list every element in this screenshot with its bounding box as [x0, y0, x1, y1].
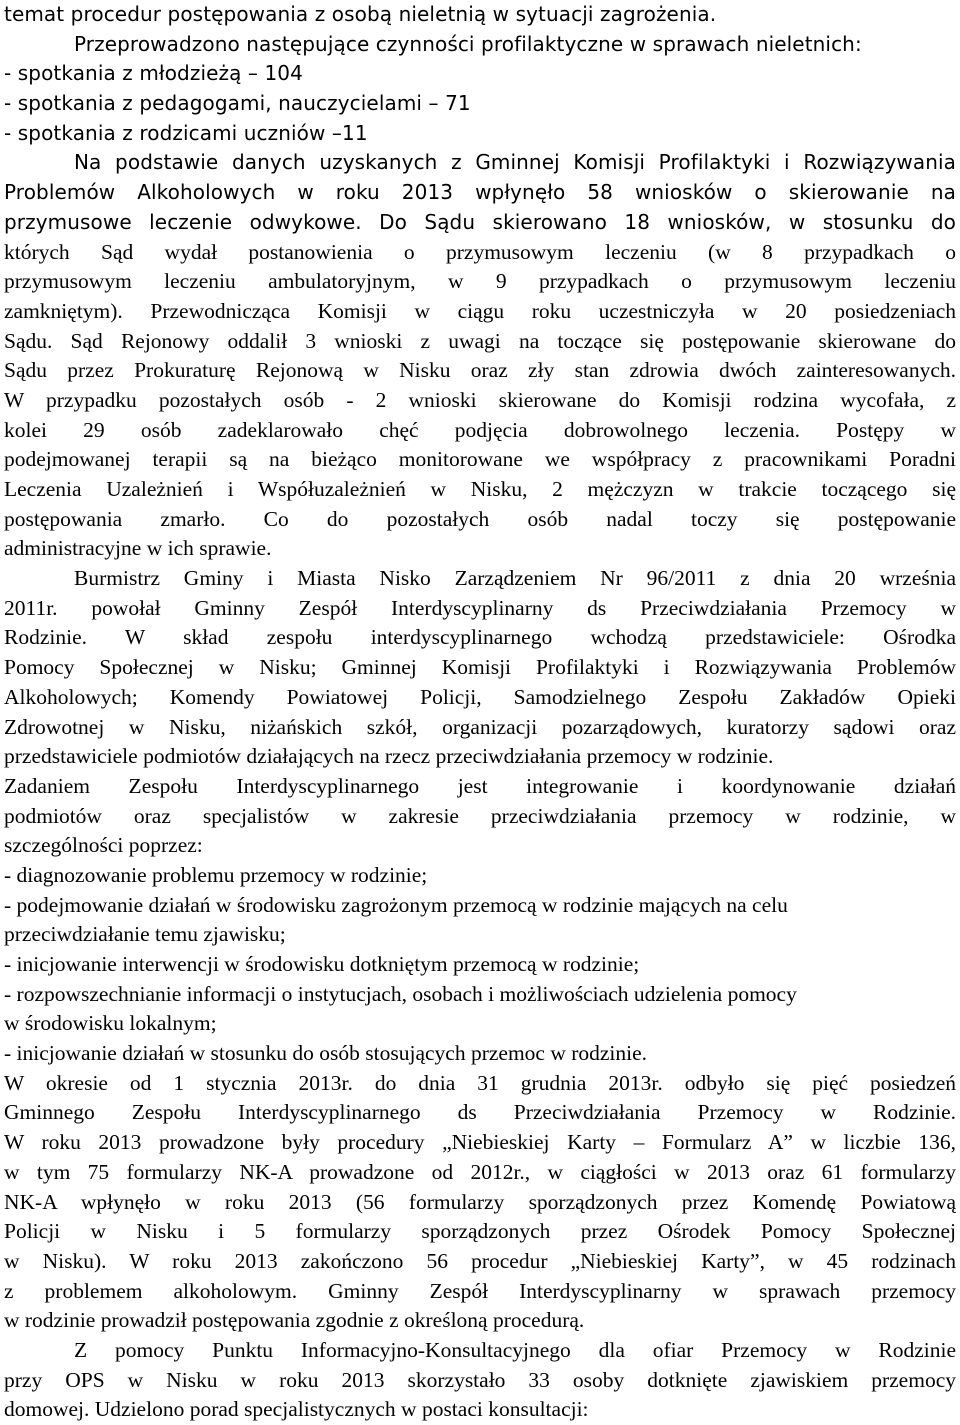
text-line: Zdrowotnej w Nisku, niżańskich szkół, organizacji pozarządowych, kuratorzy sądowi oraz: [4, 714, 956, 739]
list-item: - inicjowanie interwencji w środowisku dotkniętym przemocą w rodzinie;: [4, 952, 640, 976]
text-line: postępowania zmarło. Co do pozostałych osób nadal toczy się postępowanie: [4, 506, 956, 531]
text-line: przymusowym leczeniu ambulatoryjnym, w 9 przypadkach o przymusowym leczeniu: [4, 269, 956, 294]
text-line: Na podstawie danych uzyskanych z Gminnej Komisji Profilaktyki i Rozwiązywania: [74, 150, 956, 175]
list-item: - podejmowanie działań w środowisku zagrożonym przemocą w rodzinie mających na celu: [4, 892, 788, 917]
text-line: Burmistrz Gminy i Miasta Nisko Zarządzeniem Nr 96/2011 z dnia 20 września: [74, 566, 956, 591]
text-line: podmiotów oraz specjalistów w zakresie przeciwdziałania przemocy w rodzinie, w: [4, 803, 956, 828]
text-line: przeciwdziałanie temu zjawisku;: [4, 922, 286, 947]
text-line: temat procedur postępowania z osobą nieletnią w sytuacji zagrożenia.: [4, 2, 717, 26]
text-line: 2011r. powołał Gminny Zespół Interdyscyplinarny ds Przeciwdziałania Przemocy w: [4, 595, 956, 620]
text-line: przedstawiciele podmiotów działających na rzecz przeciwdziałania przemocy w rodzinie.: [4, 744, 774, 769]
text-line: domowej. Udzielono porad specjalistycznych w postaci konsultacji:: [4, 1397, 589, 1422]
text-line: zamkniętym). Przewodnicząca Komisji w ciągu roku uczestniczyła w 20 posiedzeniach: [4, 298, 956, 323]
text-line: podejmowanej terapii są na bieżąco monitorowane we współpracy z pracownikami Poradni: [4, 447, 956, 472]
text-line: W roku 2013 prowadzone były procedury „Niebieskiej Karty – Formularz A” w liczbie 136,: [4, 1130, 956, 1155]
list-item: - spotkania z pedagogami, nauczycielami – 71: [4, 91, 471, 116]
list-item: - rozpowszechnianie informacji o instytucjach, osobach i możliwościach udzielenia pomocy: [4, 981, 797, 1006]
text-line: Policji w Nisku i 5 formularzy sporządzonych przez Ośrodek Pomocy Społecznej: [4, 1219, 956, 1244]
text-line: z problemem alkoholowym. Gminny Zespół Interdyscyplinarny w sprawach przemocy: [4, 1278, 956, 1303]
text-line: Sądu. Sąd Rejonowy oddalił 3 wnioski z uwagi na toczące się postępowanie skierowane do: [4, 328, 956, 353]
text-line: Problemów Alkoholowych w roku 2013 wpłynęło 58 wniosków o skierowanie na: [4, 180, 956, 205]
text-line: Zadaniem Zespołu Interdyscyplinarnego jest integrowanie i koordynowanie działań: [4, 773, 956, 798]
text-line: W okresie od 1 stycznia 2013r. do dnia 31 grudnia 2013r. odbyło się pięć posiedzeń: [4, 1070, 956, 1095]
text-line: Pomocy Społecznej w Nisku; Gminnej Komisji Profilaktyki i Rozwiązywania Problemów: [4, 655, 956, 680]
text-line: w Nisku). W roku 2013 zakończono 56 procedur „Niebieskiej Karty”, w 45 rodzinach: [4, 1248, 956, 1273]
text-line: w środowisku lokalnym;: [4, 1011, 217, 1036]
text-line: Rodzinie. W skład zespołu interdyscyplinarnego wchodzą przedstawiciele: Ośrodka: [4, 625, 956, 650]
text-line: Leczenia Uzależnień i Współuzależnień w Nisku, 2 mężczyzn w trakcie toczącego się: [4, 477, 956, 501]
text-line: administracyjne w ich sprawie.: [4, 536, 272, 561]
list-item: - spotkania z rodzicami uczniów –11: [4, 120, 368, 145]
text-line: których Sąd wydał postanowienia o przymusowym leczeniu (w 8 przypadkach o: [4, 239, 956, 264]
list-item: - inicjowanie działań w stosunku do osób stosujących przemoc w rodzinie.: [4, 1041, 648, 1066]
text-line: szczególności poprzez:: [4, 833, 203, 858]
text-line: Gminnego Zespołu Interdyscyplinarnego ds Przeciwdziałania Przemocy w Rodzinie.: [4, 1100, 956, 1125]
text-line: NK-A wpłynęło w roku 2013 (56 formularzy sporządzonych przez Komendę Powiatową: [4, 1189, 956, 1214]
list-item: - spotkania z młodzieżą – 104: [4, 61, 303, 86]
text-line: w tym 75 formularzy NK-A prowadzone od 2012r., w ciągłości w 2013 oraz 61 formularzy: [4, 1159, 956, 1184]
text-line: przy OPS w Nisku w roku 2013 skorzystało 33 osoby dotknięte zjawiskiem przemocy: [4, 1367, 956, 1392]
text-line: Z pomocy Punktu Informacyjno-Konsultacyjnego dla ofiar Przemocy w Rodzinie: [74, 1337, 956, 1362]
text-line: W przypadku pozostałych osób - 2 wnioski skierowane do Komisji rodzina wycofała, z: [4, 387, 956, 412]
text-line: przymusowe leczenie odwykowe. Do Sądu skierowano 18 wniosków, w stosunku do: [4, 209, 956, 234]
text-line: Alkoholowych; Komendy Powiatowej Policji, Samodzielnego Zespołu Zakładów Opieki: [4, 684, 956, 709]
text-line: w rodzinie prowadził postępowania zgodnie z określoną procedurą.: [4, 1308, 585, 1333]
list-item: - diagnozowanie problemu przemocy w rodzinie;: [4, 862, 428, 887]
text-line: Sądu przez Prokuraturę Rejonową w Nisku oraz zły stan zdrowia dwóch zainteresowanych.: [4, 358, 956, 383]
text-line: Przeprowadzono następujące czynności profilaktyczne w sprawach nieletnich:: [74, 31, 862, 56]
text-line: kolei 29 osób zadeklarowało chęć podjęcia dobrowolnego leczenia. Postępy w: [4, 417, 956, 442]
